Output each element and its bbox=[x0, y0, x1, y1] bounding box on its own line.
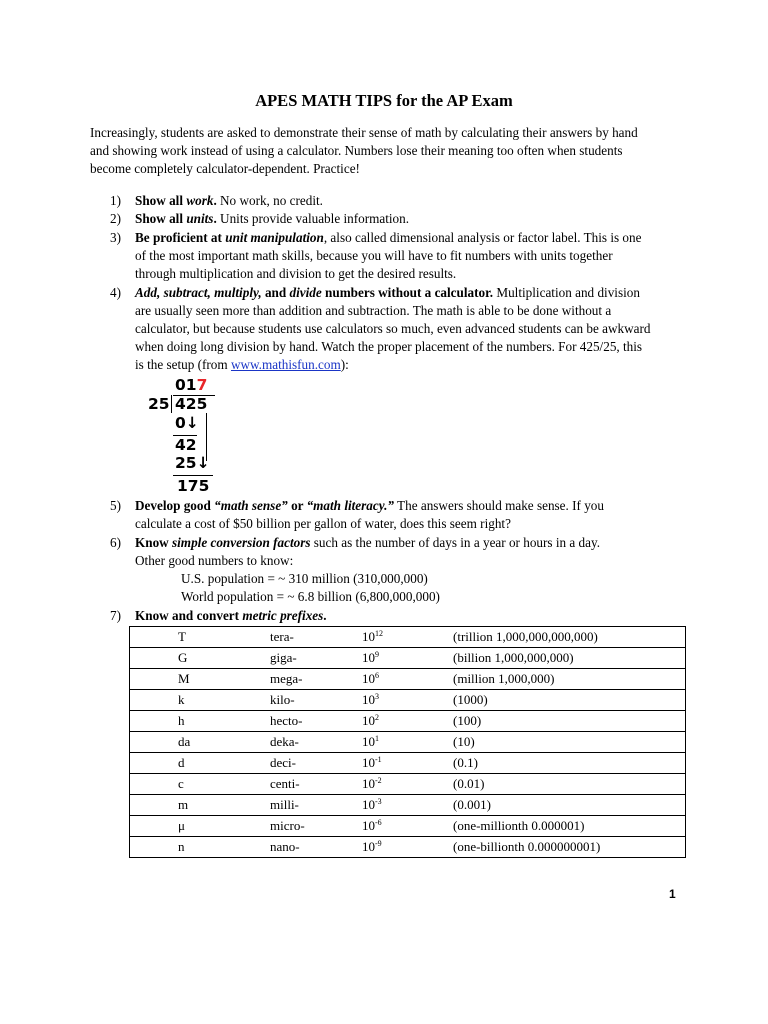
prefix-value: (million 1,000,000) bbox=[453, 671, 555, 686]
intro-paragraph bbox=[90, 124, 690, 178]
power-base: 10 bbox=[362, 734, 375, 749]
table-row bbox=[130, 753, 686, 774]
item-text: No work, no credit. bbox=[216, 193, 323, 208]
subtraction-rule bbox=[173, 475, 213, 476]
prefix-symbol: h bbox=[178, 713, 185, 728]
list-number: 3) bbox=[110, 230, 121, 245]
item-text: such as the number of days in a year or hours in a day. bbox=[310, 535, 601, 550]
table-cell bbox=[130, 753, 686, 774]
table-cell bbox=[130, 732, 686, 753]
power-of-ten bbox=[362, 777, 382, 791]
table-row bbox=[130, 669, 686, 690]
item-line: Other good numbers to know: bbox=[135, 553, 294, 568]
power-of-ten bbox=[362, 672, 379, 686]
bold-text: Know and convert bbox=[135, 608, 243, 623]
prefix-value: (0.01) bbox=[453, 776, 485, 791]
prefix-value: (0.001) bbox=[453, 797, 491, 812]
list-number: 5) bbox=[110, 498, 121, 513]
power-base: 10 bbox=[362, 755, 375, 770]
list-number: 2) bbox=[110, 211, 121, 226]
power-base: 10 bbox=[362, 671, 375, 686]
bold-text: . bbox=[323, 608, 327, 623]
intro-line: and showing work instead of using a calculator. Numbers lose their meaning too often when students bbox=[90, 143, 623, 158]
item-text: , also called dimensional analysis or factor label. This is one bbox=[323, 230, 642, 245]
table-row bbox=[130, 690, 686, 711]
item-line: through multiplication and division to get the desired results. bbox=[135, 266, 457, 281]
table-cell bbox=[130, 690, 686, 711]
power-base: 10 bbox=[362, 776, 375, 791]
prefix-name: micro- bbox=[270, 818, 305, 833]
table-row bbox=[130, 837, 686, 858]
bold-italic-text: unit manipulation bbox=[225, 230, 324, 245]
bold-italic-text: “math sense” bbox=[214, 498, 288, 513]
power-exponent: 2 bbox=[375, 713, 379, 722]
prefix-name: milli- bbox=[270, 797, 299, 812]
power-of-ten bbox=[362, 693, 379, 707]
bold-text: . bbox=[213, 193, 217, 208]
table-row bbox=[130, 774, 686, 795]
prefix-value: (1000) bbox=[453, 692, 488, 707]
power-base: 10 bbox=[362, 692, 375, 707]
long-division-figure bbox=[140, 375, 235, 500]
prefix-symbol: μ bbox=[178, 818, 185, 833]
prefix-name: kilo- bbox=[270, 692, 295, 707]
power-exponent: 9 bbox=[375, 650, 379, 659]
page-title: APES MATH TIPS for the AP Exam bbox=[255, 91, 513, 110]
bold-text: Know bbox=[135, 535, 173, 550]
bold-italic-text: “math literacy.” bbox=[306, 498, 394, 513]
population-fact: World population = ~ 6.8 billion (6,800,000,000) bbox=[181, 589, 440, 604]
item-line: are usually seen more than addition and subtraction. The math is able to be done without a bbox=[135, 303, 612, 318]
table-row bbox=[130, 627, 686, 648]
power-exponent: -9 bbox=[375, 839, 382, 848]
table-row bbox=[130, 816, 686, 837]
table-cell bbox=[130, 648, 686, 669]
prefix-symbol: T bbox=[178, 629, 186, 644]
table-cell bbox=[130, 837, 686, 858]
bold-text: Develop good bbox=[135, 498, 215, 513]
table-cell bbox=[130, 816, 686, 837]
dividend: 425 bbox=[175, 395, 208, 413]
quotient-red-digit: 7 bbox=[196, 376, 208, 394]
power-exponent: 3 bbox=[375, 692, 379, 701]
power-exponent: -1 bbox=[375, 755, 382, 764]
prefix-symbol: m bbox=[178, 797, 189, 812]
down-arrow-icon: ↓ bbox=[185, 414, 199, 432]
table-cell bbox=[130, 795, 686, 816]
bold-italic-text: simple conversion factors bbox=[172, 535, 311, 550]
power-of-ten bbox=[362, 756, 382, 770]
prefix-symbol: k bbox=[178, 692, 185, 707]
mathisfun-link[interactable]: www.mathisfun.com bbox=[230, 357, 341, 372]
item-line: calculator, but because students use calculators so much, even advanced students can be awkward bbox=[135, 321, 651, 336]
prefix-symbol: G bbox=[178, 650, 188, 665]
power-exponent: -3 bbox=[375, 797, 382, 806]
step-value: 42 bbox=[175, 436, 197, 454]
step-value: 25 bbox=[175, 454, 197, 472]
power-exponent: 6 bbox=[375, 671, 379, 680]
prefix-value: (10) bbox=[453, 734, 475, 749]
prefix-value: (100) bbox=[453, 713, 482, 728]
power-exponent: 1 bbox=[375, 734, 379, 743]
division-bracket bbox=[171, 395, 172, 413]
prefix-name: tera- bbox=[270, 629, 294, 644]
power-of-ten bbox=[362, 798, 382, 812]
power-of-ten bbox=[362, 714, 379, 728]
table-row bbox=[130, 711, 686, 732]
table-cell bbox=[130, 669, 686, 690]
table-row bbox=[130, 732, 686, 753]
prefix-name: hecto- bbox=[270, 713, 303, 728]
power-base: 10 bbox=[362, 839, 375, 854]
power-of-ten bbox=[362, 735, 379, 749]
bold-text: numbers without a calculator. bbox=[321, 285, 494, 300]
prefix-symbol: c bbox=[178, 776, 184, 791]
divisor: 25 bbox=[148, 395, 170, 413]
prefix-value: (one-billionth 0.000000001) bbox=[453, 839, 601, 854]
prefix-name: mega- bbox=[270, 671, 303, 686]
bold-text: Show all bbox=[135, 193, 187, 208]
power-exponent: -2 bbox=[375, 776, 382, 785]
prefix-value: (trillion 1,000,000,000,000) bbox=[453, 629, 598, 644]
power-exponent: 12 bbox=[375, 629, 383, 638]
population-fact: U.S. population = ~ 310 million (310,000,000) bbox=[181, 571, 428, 586]
power-of-ten bbox=[362, 630, 383, 644]
bold-italic-text: Add, subtract, multiply, bbox=[135, 285, 262, 300]
prefix-symbol: d bbox=[178, 755, 185, 770]
power-of-ten bbox=[362, 840, 382, 854]
bold-italic-text: metric prefixes bbox=[242, 608, 324, 623]
power-base: 10 bbox=[362, 797, 375, 812]
bold-text: Show all bbox=[135, 211, 187, 226]
power-base: 10 bbox=[362, 818, 375, 833]
table-cell bbox=[130, 774, 686, 795]
prefix-value: (0.1) bbox=[453, 755, 478, 770]
bold-italic-text: units bbox=[186, 211, 214, 226]
metric-prefix-table bbox=[129, 626, 686, 858]
bold-italic-text: divide bbox=[289, 285, 322, 300]
item-line: calculate a cost of $50 billion per gallon of water, does this seem right? bbox=[135, 516, 511, 531]
list-number: 7) bbox=[110, 608, 121, 623]
power-base: 10 bbox=[362, 650, 375, 665]
prefix-name: nano- bbox=[270, 839, 300, 854]
prefix-name: giga- bbox=[270, 650, 297, 665]
list-number: 1) bbox=[110, 193, 121, 208]
prefix-symbol: da bbox=[178, 734, 191, 749]
power-base: 10 bbox=[362, 629, 375, 644]
item-text: is the setup (from bbox=[135, 357, 231, 372]
intro-line: become completely calculator-dependent. Practice! bbox=[90, 161, 360, 176]
prefix-value: (one-millionth 0.000001) bbox=[453, 818, 585, 833]
bold-italic-text: work bbox=[186, 193, 214, 208]
item-text: The answers should make sense. If you bbox=[394, 498, 604, 513]
list-number: 4) bbox=[110, 285, 121, 300]
power-of-ten bbox=[362, 819, 382, 833]
remainder: 175 bbox=[177, 477, 210, 495]
power-exponent: -6 bbox=[375, 818, 382, 827]
item-text: Units provide valuable information. bbox=[216, 211, 410, 226]
prefix-name: deka- bbox=[270, 734, 299, 749]
prefix-symbol: M bbox=[178, 671, 190, 686]
down-arrow-icon: ↓ bbox=[196, 454, 210, 472]
bold-text: and bbox=[261, 285, 290, 300]
item-line: of the most important math skills, because you will have to fit numbers with units together bbox=[135, 248, 613, 263]
bold-text: Be proficient at bbox=[135, 230, 226, 245]
bold-text: . bbox=[213, 211, 217, 226]
item-text: ): bbox=[340, 357, 349, 372]
prefix-name: centi- bbox=[270, 776, 300, 791]
table-cell bbox=[130, 711, 686, 732]
table-cell bbox=[130, 627, 686, 648]
prefix-value: (billion 1,000,000,000) bbox=[453, 650, 574, 665]
prefix-name: deci- bbox=[270, 755, 296, 770]
table-row bbox=[130, 795, 686, 816]
step-digit: 0 bbox=[175, 414, 186, 432]
power-base: 10 bbox=[362, 713, 375, 728]
prefix-symbol: n bbox=[178, 839, 185, 854]
list-number: 6) bbox=[110, 535, 121, 550]
item-line: when doing long division by hand. Watch the proper placement of the numbers. For 425/25, this bbox=[135, 339, 643, 354]
bold-text: or bbox=[287, 498, 307, 513]
table-row bbox=[130, 648, 686, 669]
intro-line: Increasingly, students are asked to demonstrate their sense of math by calculating their answers by hand bbox=[90, 125, 638, 140]
page-number: 1 bbox=[669, 887, 676, 901]
carry-down-line bbox=[206, 413, 207, 461]
quotient-digits: 01 bbox=[175, 376, 197, 394]
item-text: Multiplication and division bbox=[493, 285, 640, 300]
power-of-ten bbox=[362, 651, 379, 665]
